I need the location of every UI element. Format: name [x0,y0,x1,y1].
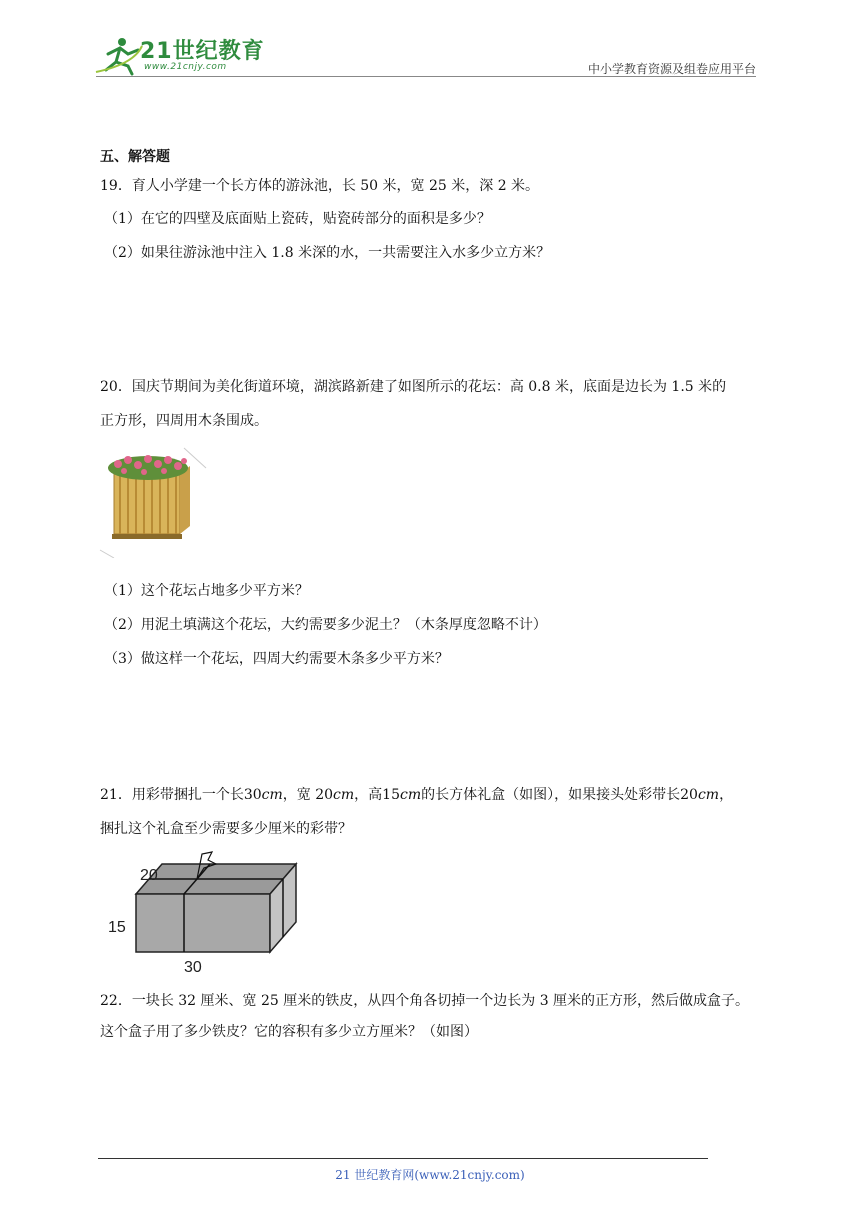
q21-stem-c: ，高15 [354,787,400,803]
q20-sub1: （1）这个花坛占地多少平方米？ [104,583,309,599]
q21-stem-e: ， [719,787,734,803]
q20-sub2: （2）用泥土填满这个花坛，大约需要多少泥土？（木条厚度忽略不计） [104,617,547,633]
q21-stem-line2: 捆扎这个礼盒至少需要多少厘米的彩带？ [100,821,352,837]
q22-stem-line1: 22．一块长 32 厘米、宽 25 厘米的铁皮，从四个角各切掉一个边长为 3 厘米的正方形，然后做成盒子。 [100,993,750,1009]
fig-label-height: 15 [108,919,126,936]
footer-link[interactable]: 21 世纪教育网(www.21cnjy.com) [335,1168,525,1182]
q20-sub3: （3）做这样一个花坛，四周大约需要木条多少平方米？ [104,651,449,667]
header-tagline: 中小学教育资源及组卷应用平台 [587,62,756,76]
q19-sub2: （2）如果往游泳池中注入 1.8 米深的水，一共需要注入水多少立方米？ [104,245,551,261]
q22-stem-line2: 这个盒子用了多少铁皮？它的容积有多少立方厘米？（如图） [100,1024,478,1040]
q20-stem-line1: 20．国庆节期间为美化街道环境，湖滨路新建了如图所示的花坛：高 0.8 米，底面是边长为 1.5 米的 [100,379,727,395]
q21-unit-2: cm [333,787,355,803]
q21-stem-b: ，宽 20 [282,787,334,803]
q19-sub1: （1）在它的四壁及底面贴上瓷砖，贴瓷砖部分的面积是多少？ [104,211,491,227]
q21-unit-3: cm [399,787,422,803]
q21-unit-4: cm [697,787,720,803]
fig-label-length: 30 [184,959,202,974]
fig-label-width: 20 [140,867,158,884]
q21-stem-d: 的长方体礼盒（如图），如果接头处彩带长20 [421,787,698,803]
q21-unit-1: cm [261,787,283,803]
q19-stem: 19．育人小学建一个长方体的游泳池，长 50 米，宽 25 米，深 2 米。 [100,178,540,194]
q20-stem-line2: 正方形，四周用木条围成。 [100,413,268,429]
gift-box-diagram [104,846,304,974]
q21-stem-a: 21．用彩带捆扎一个长30 [100,787,262,803]
q21-stem-line1 [100,784,733,804]
runner-logo-icon [96,38,142,74]
header-divider [96,76,756,77]
logo-text: 21世纪教育 [140,39,265,64]
flower-bed-image [98,446,210,558]
footer-divider [98,1158,708,1159]
section-title: 五、解答题 [100,149,170,165]
logo-url: www.21cnjy.com [144,62,227,72]
